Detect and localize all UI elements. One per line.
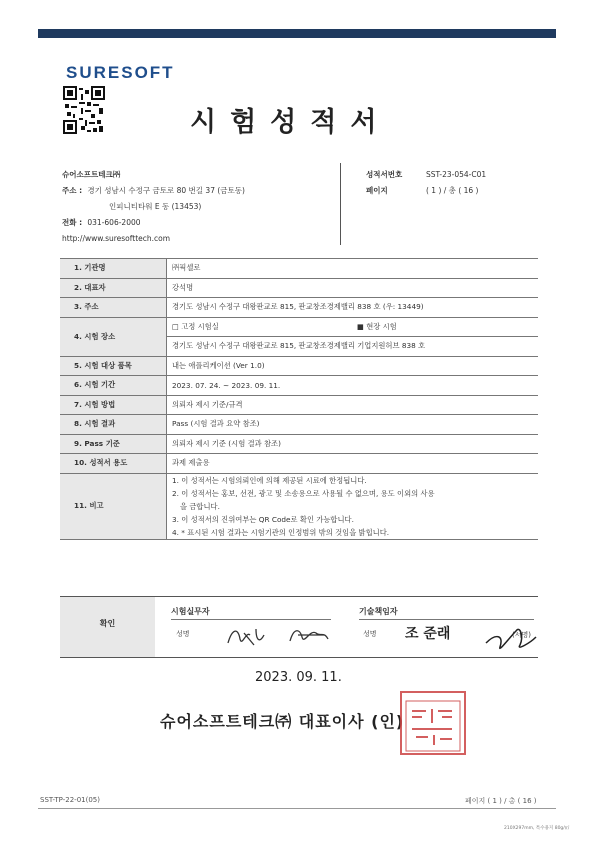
row-label: 5. 시험 대상 품목 (60, 356, 167, 376)
table-row (60, 356, 538, 376)
qr-code-icon (63, 86, 105, 134)
table-row (60, 415, 538, 435)
table-row (60, 395, 538, 415)
address-line2: 인피니티타워 E 동 (13453) (109, 202, 202, 211)
row-label: 4. 시험 장소 (60, 317, 167, 356)
row-label: 7. 시험 방법 (60, 395, 167, 415)
cert-page-label: 페이지 (366, 186, 388, 195)
tester-label: 시험실무자 (171, 607, 210, 616)
phone-number: 031-606-2000 (87, 218, 141, 227)
cert-number: SST-23-054-C01 (426, 170, 487, 179)
issuer-name: 슈어소프트테크㈜ (62, 170, 121, 179)
signature-block (60, 596, 538, 658)
company-representative: 슈어소프트테크㈜ 대표이사 (인) (160, 712, 405, 731)
row-value: 내는 애플리케이션 (Ver 1.0) (167, 356, 539, 376)
issue-date: 2023. 09. 11. (255, 670, 342, 685)
row-value: 2023. 07. 24. ~ 2023. 09. 11. (167, 376, 539, 396)
certificate-table (60, 258, 538, 540)
tech-manager-label: 기술책임자 (359, 607, 398, 616)
row-label: 1. 기관명 (60, 259, 167, 279)
table-row (60, 317, 538, 337)
table-row (60, 454, 538, 474)
header-divider (340, 163, 341, 245)
table-row (60, 376, 538, 396)
cert-info-block (366, 167, 486, 199)
row-label: 10. 성적서 용도 (60, 454, 167, 474)
tech-name-label: 성명 (363, 630, 377, 638)
row-value: 경기도 성남시 수정구 대왕판교로 815, 판교창조경제밸리 기업지원허브 838 호 (167, 337, 539, 357)
address-label: 주소 : (62, 186, 83, 195)
website-link[interactable]: http://www.suresofttech.com (62, 234, 171, 243)
row-label: 9. Pass 기준 (60, 434, 167, 454)
row-value: 경기도 성남시 수정구 대왕판교로 815, 판교창조경제밸리 838 호 (우: 13449) (167, 298, 539, 318)
row-label: 8. 시험 결과 (60, 415, 167, 435)
remarks-label: 11. 비고 (60, 473, 167, 539)
tech-manager-name: 조 준래 (405, 626, 451, 642)
footer-page: 페이지 ( 1 ) / 총 ( 16 ) (465, 797, 537, 805)
tech-manager-signature-icon (480, 617, 540, 657)
confirm-label: 확인 (60, 597, 155, 657)
row-label: 2. 대표자 (60, 278, 167, 298)
tester-name-label: 성명 (176, 630, 190, 638)
tester-signature-icon (220, 621, 350, 651)
address-line1: 경기 성남시 수정구 금토로 80 번길 37 (금토동) (87, 186, 245, 195)
signature-mark: (서명) (512, 631, 531, 639)
official-seal (400, 691, 466, 755)
table-row (60, 434, 538, 454)
remark-3: 3. 이 성적서의 진위여부는 QR Code로 확인 가능합니다. (172, 514, 354, 524)
onsite-checkbox: ■ 현장 시험 (352, 317, 538, 337)
issuer-block (62, 167, 245, 247)
row-value: 의뢰자 제시 기준/규격 (167, 395, 539, 415)
row-label: 3. 주소 (60, 298, 167, 318)
table-row (60, 298, 538, 318)
paper-spec: 210X297mm, 특수용지 80g/㎡ (504, 826, 570, 831)
remark-2-cont: 을 금합니다. (180, 501, 220, 511)
table-row (60, 278, 538, 298)
cert-page: ( 1 ) / 총 ( 16 ) (426, 186, 479, 195)
form-number: SST-TP-22-01(05) (40, 796, 100, 804)
remarks-notes (167, 473, 539, 539)
remark-1: 1. 이 성적서는 시험의뢰인에 의해 제공된 시료에 한정됩니다. (172, 475, 367, 485)
cert-number-label: 성적서번호 (366, 170, 403, 179)
top-header-bar (38, 29, 556, 38)
row-value: 의뢰자 제시 기준 (시험 결과 참조) (167, 434, 539, 454)
phone-label: 전화 : (62, 218, 83, 227)
tester-underline (171, 619, 331, 620)
company-logo: SURESOFT (66, 63, 175, 82)
seal-icon (402, 697, 464, 755)
remark-4: 4. * 표시된 시험 결과는 시험기관의 인정범위 밖의 것임을 밝힙니다. (172, 527, 390, 537)
row-value: 과제 제출용 (167, 454, 539, 474)
footer-divider (38, 808, 556, 809)
table-row (60, 473, 538, 539)
table-row (60, 259, 538, 279)
row-value: ㈜픽셀로 (167, 259, 539, 279)
row-value: 강석명 (167, 278, 539, 298)
row-label: 6. 시험 기간 (60, 376, 167, 396)
remark-2: 2. 이 성적서는 홍보, 선전, 광고 및 소송용으로 사용될 수 없으며, 용도 이외의 사용 (172, 488, 435, 498)
fixed-lab-checkbox: □ 고정 시험실 (167, 317, 353, 337)
page-title: 시험성적서 (190, 107, 391, 138)
row-value: Pass (시험 결과 요약 참조) (167, 415, 539, 435)
